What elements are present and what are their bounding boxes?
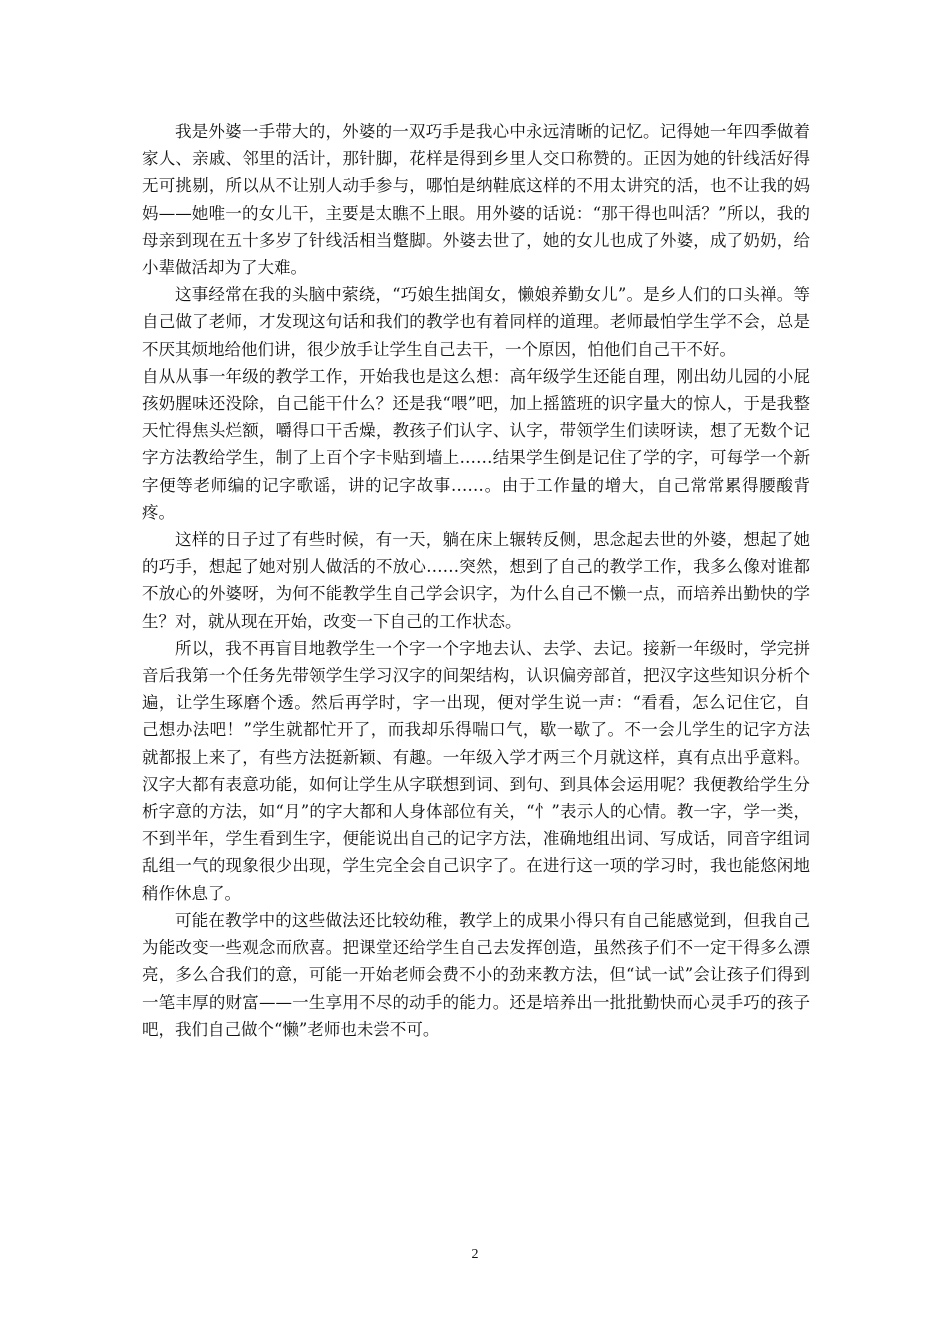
page-number: 2 — [471, 1247, 479, 1262]
paragraph-5: 所以，我不再盲目地教学生一个字一个字地去认、去学、去记。接新一年级时，学完拼音后我第一个任务先带领学生学习汉字的间架结构，认识偏旁部首，把汉字这些知识分析个遍，让学生琢磨个透。然后再学时，字一出现，便对学生说一声：“看看，怎么记住它，自己想办法吧！”学生就都忙开了，而我却乐得喘口气，歇一歇了。不一会儿学生的记字方法就都报上来了，有些方法挺新颖、有趣。一年级入学才两三个月就这样，真有点出乎意料。汉字大都有表意功能，如何让学生从字联想到词、到句、到具体会运用呢？我便教给学生分析字意的方法，如“月”的字大都和人身体部位有关，“忄”表示人的心情。教一字，学一类，不到半年，学生看到生字，便能说出自己的记字方法，准确地组出词、写成话，同音字组词乱组一气的现象很少出现，学生完全会自己识字了。在进行这一项的学习时，我也能悠闲地稍作休息了。 — [142, 638, 810, 903]
document-body — [142, 118, 810, 1043]
paragraph-2: 这事经常在我的头脑中萦绕，“巧娘生拙闺女，懒娘养勤女儿”。是乡人们的口头禅。等自己做了老师，才发现这句话和我们的教学也有着同样的道理。老师最怕学生学不会，总是不厌其烦地给他们讲，很少放手让学生自己去干，一个原因，怕他们自己干不好。 — [142, 285, 810, 359]
paragraph-3: 自从从事一年级的教学工作，开始我也是这么想：高年级学生还能自理，刚出幼儿园的小屁孩奶腥味还没除，自己能干什么？还是我“喂”吧，加上摇篮班的识字量大的惊人，于是我整天忙得焦头烂额，嚼得口干舌燥，教孩子们认字、认字，带领学生们读呀读，想了无数个记字方法教给学生，制了上百个字卡贴到墙上……结果学生倒是记住了学的字，可每学一个新字便等老师编的记字歌谣，讲的记字故事……。由于工作量的增大，自己常常累得腰酸背疼。 — [142, 366, 810, 522]
paragraph-6: 可能在教学中的这些做法还比较幼稚，教学上的成果小得只有自己能感觉到，但我自己为能改变一些观念而欣喜。把课堂还给学生自己去发挥创造，虽然孩子们不一定干得多么漂亮，多么合我们的意，可能一开始老师会费不小的劲来教方法，但“试一试”会让孩子们得到一笔丰厚的财富——一生享用不尽的动手的能力。还是培养出一批批勤快而心灵手巧的孩子吧，我们自己做个“懒”老师也未尝不可。 — [142, 910, 810, 1039]
paragraph-4: 这样的日子过了有些时候，有一天，躺在床上辗转反侧，思念起去世的外婆，想起了她的巧手，想起了她对别人做活的不放心……突然，想到了自己的教学工作，我多么像对谁都不放心的外婆呀，为何不能教学生自己学会识字，为什么自己不懒一点，而培养出勤快的学生？对，就从现在开始，改变一下自己的工作状态。 — [142, 530, 810, 631]
paragraph-1: 我是外婆一手带大的，外婆的一双巧手是我心中永远清晰的记忆。记得她一年四季做着家人、亲戚、邻里的活计，那针脚，花样是得到乡里人交口称赞的。正因为她的针线活好得无可挑剔，所以从不让别人动手参与，哪怕是纳鞋底这样的不用太讲究的活，也不让我的妈妈——她唯一的女儿干，主要是太瞧不上眼。用外婆的话说：“那干得也叫活？”所以，我的母亲到现在五十多岁了针线活相当蹩脚。外婆去世了，她的女儿也成了外婆，成了奶奶，给小辈做活却为了大难。 — [142, 122, 810, 278]
